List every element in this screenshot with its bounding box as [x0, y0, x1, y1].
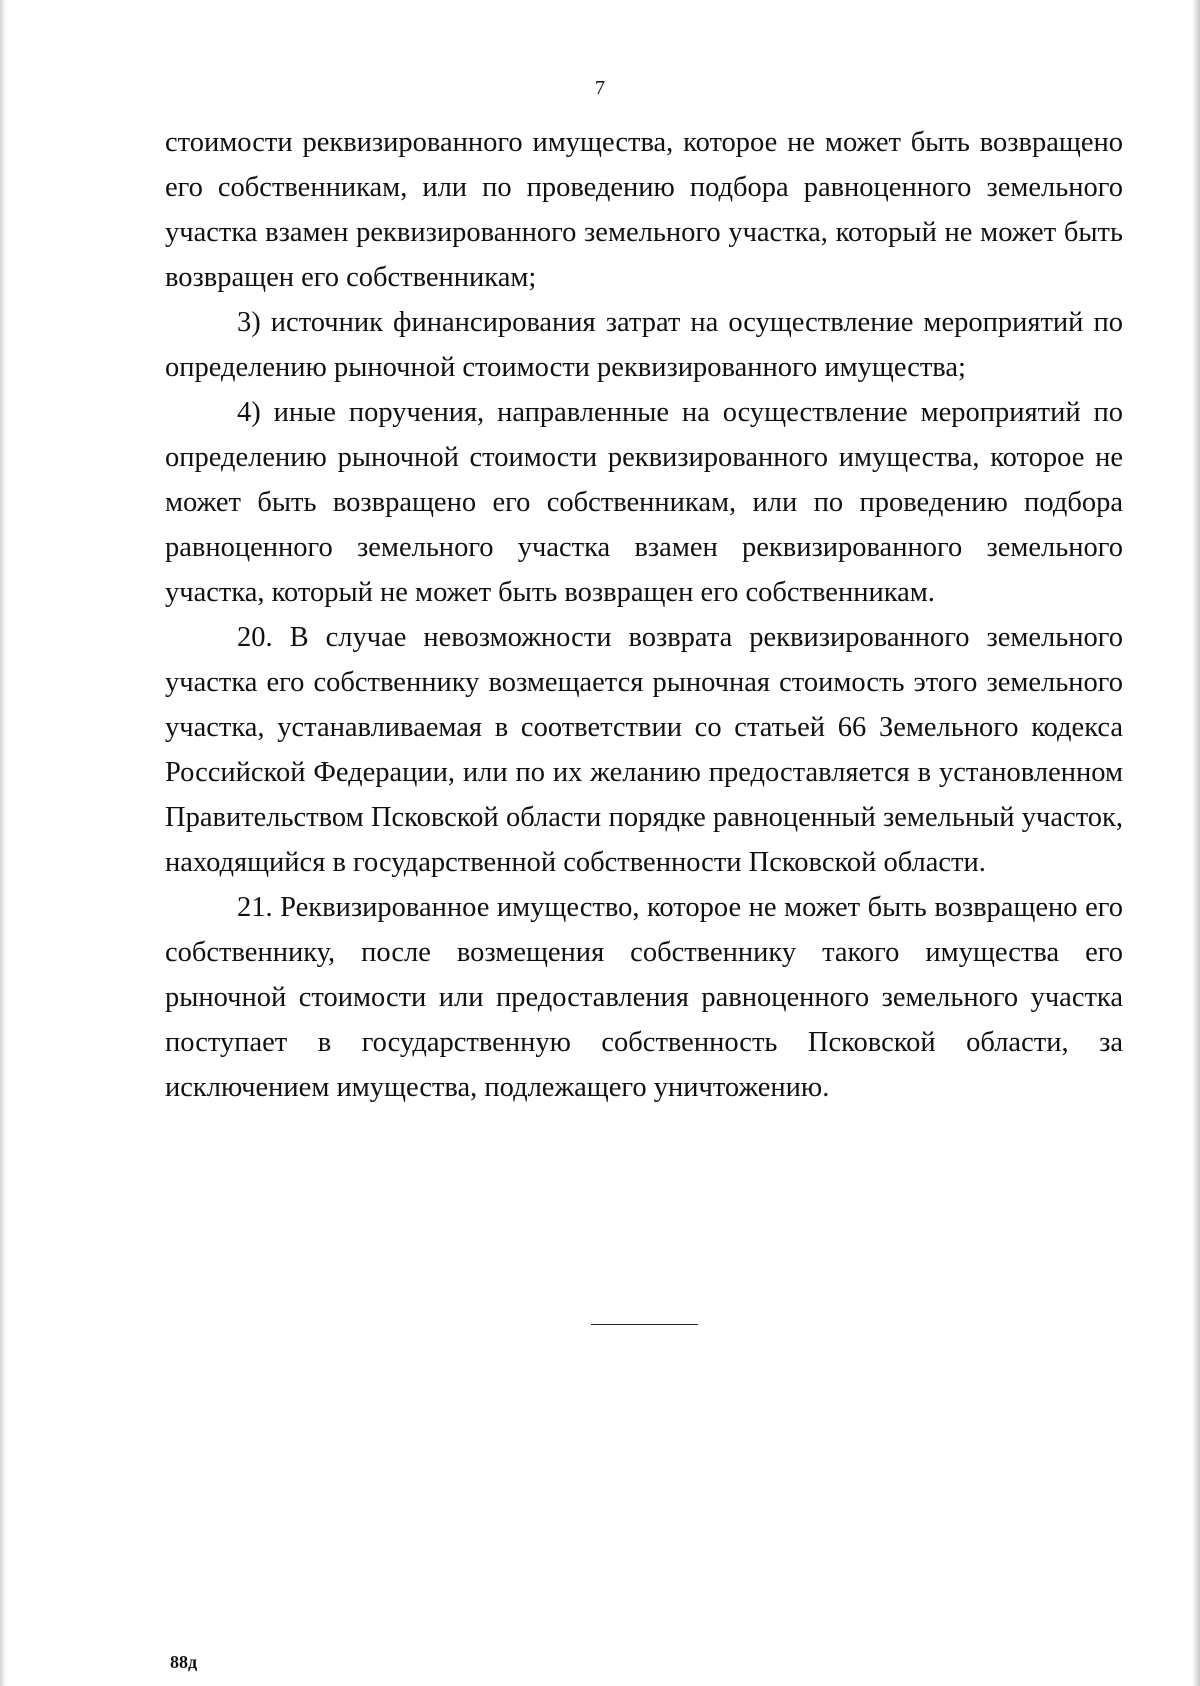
paragraph-item-4: 4) иные поручения, направленные на осуществление мероприятий по определению рыночной стоимости реквизированного имущества, которое не может быть возвращено его собственникам, или по проведению подбора равноценного земельного участка взамен реквизированного земельного участка, который не может быть возвращен его собственникам.: [165, 397, 1123, 608]
scan-edge-left: [0, 0, 6, 1686]
document-body: [165, 120, 1123, 1110]
paragraph-continuation: стоимости реквизированного имущества, которое не может быть возвращено его собственникам, или по проведению подбора равноценного земельного участка взамен реквизированного земельного участка, который не может быть возвращен его собственникам;: [165, 127, 1123, 293]
page-number: 7: [595, 77, 605, 99]
end-separator-line: [591, 1324, 698, 1325]
paragraph-clause-21: 21. Реквизированное имущество, которое не может быть возвращено его собственнику, после возмещения собственнику такого имущества его рыночной стоимости или предоставления равноценного земельного участка поступает в государственную собственность Псковской области, за исключением имущества, подлежащего уничтожению.: [165, 892, 1123, 1103]
scan-edge-right: [1192, 0, 1200, 1686]
paragraph-item-3: 3) источник финансирования затрат на осуществление мероприятий по определению рыночной стоимости реквизированного имущества;: [165, 307, 1123, 383]
paragraph-clause-20: 20. В случае невозможности возврата реквизированного земельного участка его собственнику возмещается рыночная стоимость этого земельного участка, устанавливаемая в соответствии со статьей 66 Земельного кодекса Российской Федерации, или по их желанию предоставляется в установленном Правительством Псковской области порядке равноценный земельный участок, находящийся в государственной собственности Псковской области.: [165, 622, 1123, 878]
footer-document-code: 88д: [170, 1652, 198, 1672]
